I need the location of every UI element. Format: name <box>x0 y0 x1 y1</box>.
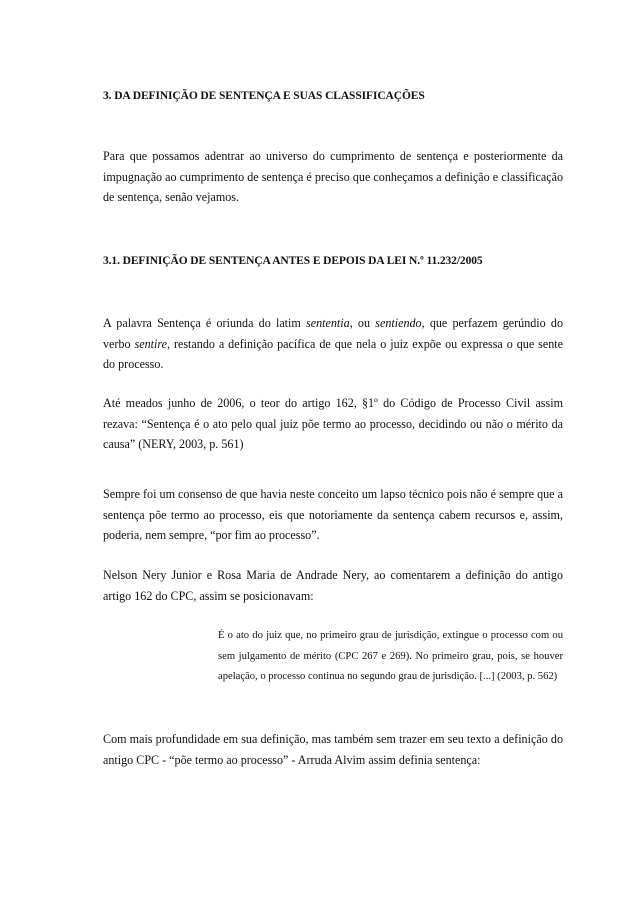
etymology-text-1: A palavra Sentença é oriunda do latim <box>103 316 307 330</box>
etymology-text-3: , que perfazem gerúndio do verbo <box>103 316 563 351</box>
latin-term-sentire: sentire <box>134 336 167 351</box>
section-3-title: 3. DA DEFINIÇÃO DE SENTENÇA E SUAS CLASSIFICAÇÕES <box>103 90 425 102</box>
etymology-text-4: , restando a definição pacífica de que nela o juiz expõe ou expressa o que sente do processo. <box>103 336 564 371</box>
arruda-alvim-paragraph: Com mais profundidade em sua definição, mas também sem trazer em seu texto a definição do antigo CPC - “põe termo ao processo” - Arruda Alvim assim definia sentença: <box>103 732 563 767</box>
latin-term-sententia: sententia <box>306 316 350 330</box>
consensus-paragraph: Sempre foi um consenso de que havia neste conceito um lapso técnico pois não é sempre que a sentença põe termo ao processo, eis que notoriamente da sentença cabem recursos e, assim, poderia, nem sempre, “por fim ao processo”. <box>103 487 563 542</box>
etymology-paragraph <box>103 313 563 375</box>
section-3-1-title: 3.1. DEFINIÇÃO DE SENTENÇA ANTES E DEPOIS DA LEI N.º 11.232/2005 <box>103 255 483 267</box>
section-3-intro-paragraph: Para que possamos adentrar ao universo do cumprimento de sentença e posteriormente da impugnação ao cumprimento de sentença é preciso que conheçamos a definição e classificação de sentença, senão vejamos. <box>103 149 563 204</box>
article-162-paragraph: Até meados junho de 2006, o teor do artigo 162, §1º do Código de Processo Civil assim rezava: “Sentença é o ato pelo qual juiz põe termo ao processo, decidindo ou não o mérito da causa” (NERY, 2003, p. 561) <box>103 396 563 451</box>
nery-intro-paragraph: Nelson Nery Junior e Rosa Maria de Andrade Nery, ao comentarem a definição do antigo artigo 162 do CPC, assim se posicionavam: <box>103 568 563 603</box>
etymology-text-2: , ou <box>349 316 376 330</box>
latin-term-sentiendo: sentiendo <box>375 316 422 330</box>
nery-block-quote: É o ato do juiz que, no primeiro grau de jurisdição, extingue o processo com ou sem julgamento de mérito (CPC 267 e 269). No primeiro grau, pois, se houver apelação, o processo continua no segundo grau de jurisdição. [...] (2003, p. 562) <box>218 630 563 682</box>
